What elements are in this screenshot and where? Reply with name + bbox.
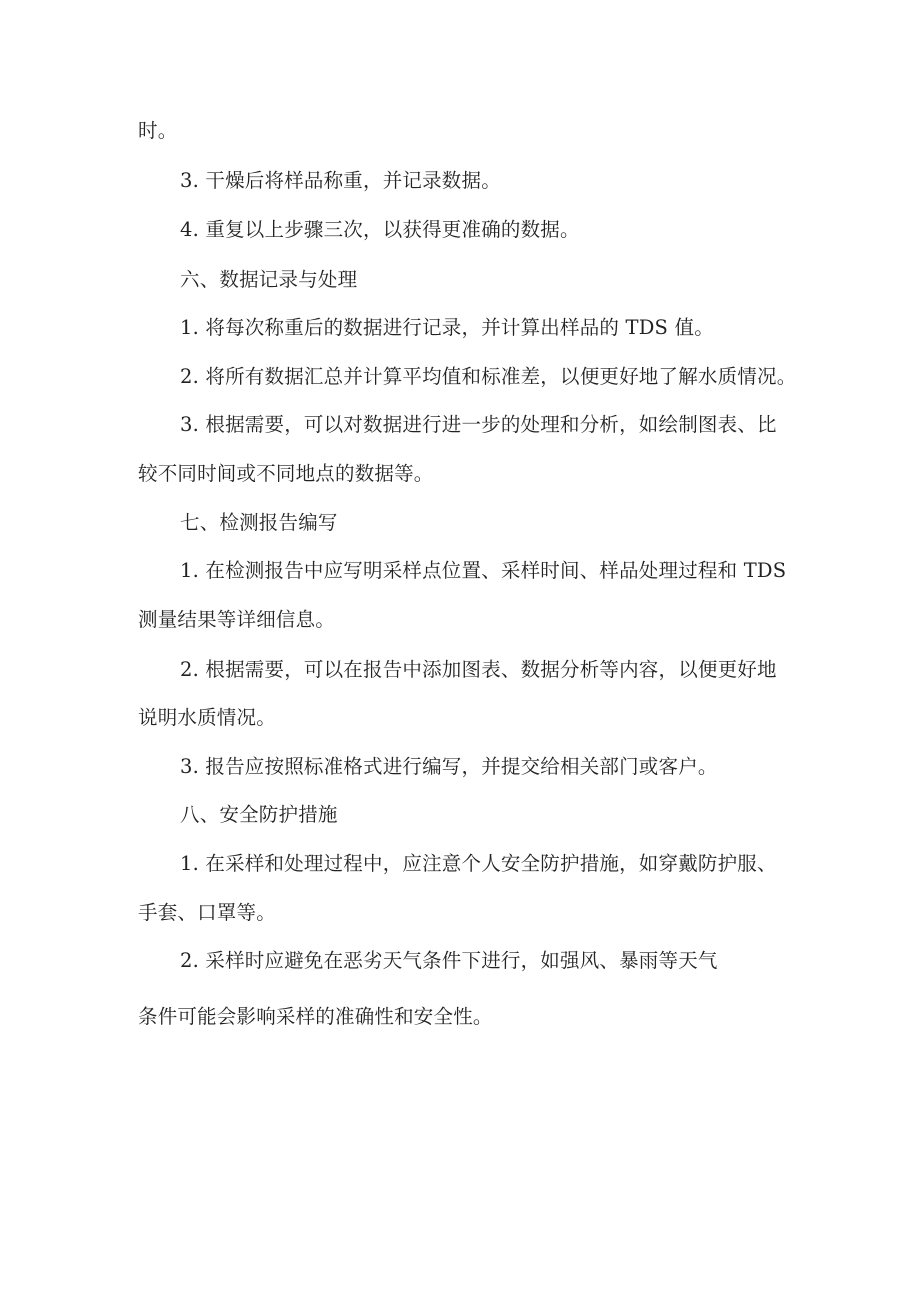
list-item-report-1: 1. 在检测报告中应写明采样点位置、采样时间、样品处理过程和 TDS bbox=[180, 559, 787, 582]
paragraph-continuation-line: 时。 bbox=[138, 119, 178, 142]
list-item-report-2: 2. 根据需要，可以在报告中添加图表、数据分析等内容，以便更好地 bbox=[180, 658, 777, 681]
list-item-report-3: 3. 报告应按照标准格式进行编写，并提交给相关部门或客户。 bbox=[180, 755, 718, 778]
list-item-data-1: 1. 将每次称重后的数据进行记录，并计算出样品的 TDS 值。 bbox=[180, 316, 714, 339]
list-item-data-3: 3. 根据需要，可以对数据进行进一步的处理和分析，如绘制图表、比 bbox=[180, 413, 777, 436]
section-heading-report-writing: 七、检测报告编写 bbox=[180, 511, 338, 534]
section-heading-data-recording: 六、数据记录与处理 bbox=[180, 268, 358, 291]
section-heading-safety: 八、安全防护措施 bbox=[180, 803, 338, 826]
list-item-data-3-continuation: 较不同时间或不同地点的数据等。 bbox=[138, 462, 434, 485]
list-item-data-2: 2. 将所有数据汇总并计算平均值和标准差，以便更好地了解水质情况。 bbox=[180, 365, 797, 388]
list-item-step-4: 4. 重复以上步骤三次，以获得更准确的数据。 bbox=[180, 218, 580, 241]
list-item-safety-1-continuation: 手套、口罩等。 bbox=[138, 901, 276, 924]
list-item-report-1-continuation: 测量结果等详细信息。 bbox=[138, 608, 336, 631]
list-item-safety-2: 2. 采样时应避免在恶劣天气条件下进行，如强风、暴雨等天气 bbox=[180, 949, 718, 972]
list-item-step-3: 3. 干燥后将样品称重，并记录数据。 bbox=[180, 169, 501, 192]
list-item-safety-2-continuation: 条件可能会影响采样的准确性和安全性。 bbox=[138, 1005, 493, 1028]
list-item-report-2-continuation: 说明水质情况。 bbox=[138, 706, 276, 729]
list-item-safety-1: 1. 在采样和处理过程中，应注意个人安全防护措施，如穿戴防护服、 bbox=[180, 852, 777, 875]
